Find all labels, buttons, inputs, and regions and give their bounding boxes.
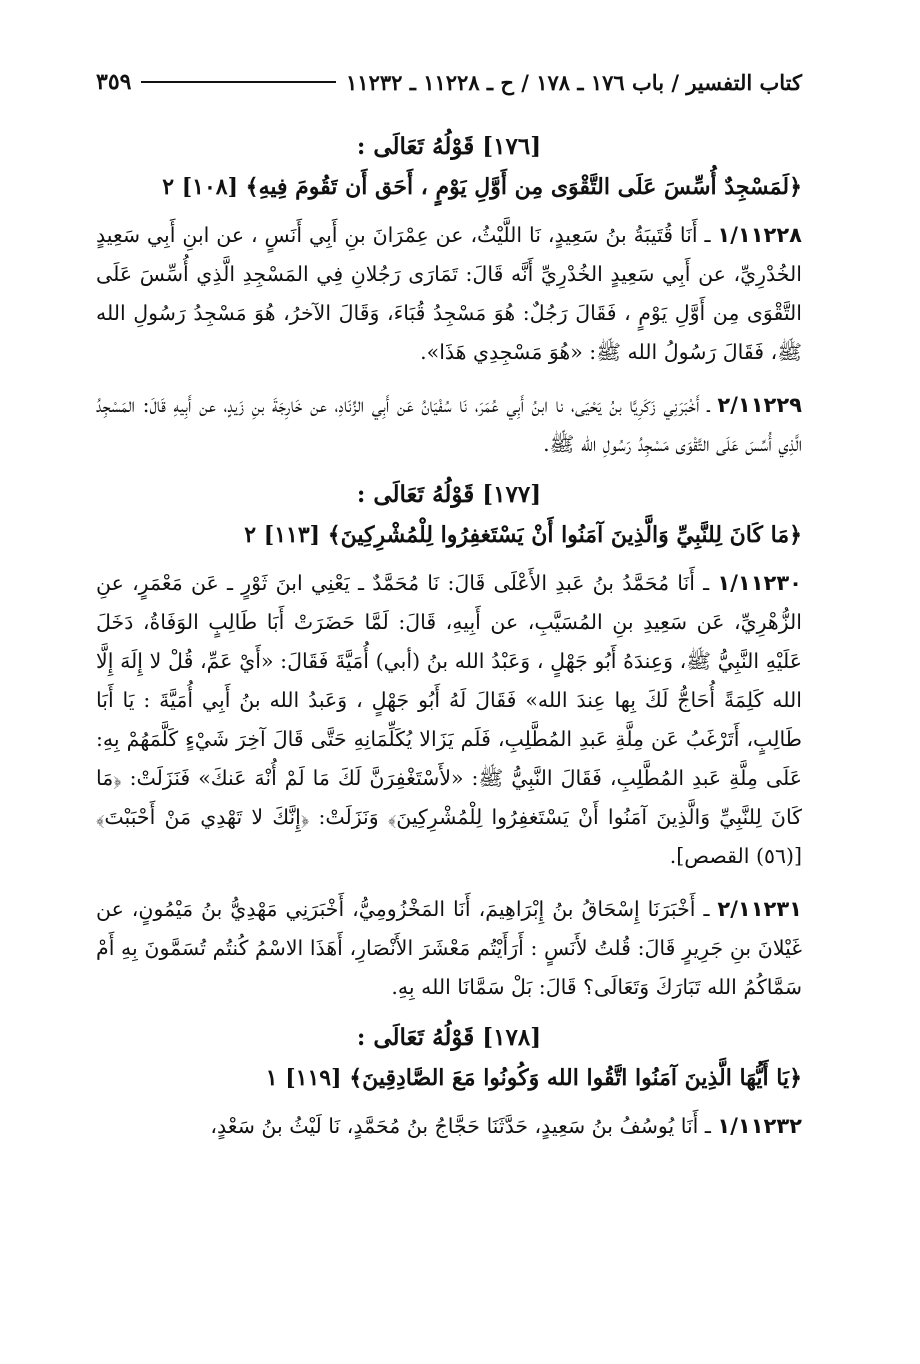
quran-verse: ﴿لَمَسْجِدٌ أُسِّسَ عَلَى التَّقْوَى مِن أَوَّلِ يَوْمٍ ، أَحَق أَن تَقُومَ فِيهِ﴾ [١٠٨] ٢ <box>162 174 802 200</box>
page-number: ٣٥٩ <box>96 69 132 95</box>
hadith-paragraph <box>96 216 802 372</box>
hadith-text: ـ أَنَا يُوسُفُ بنُ سَعِيدٍ، حَدَّثَنَا حَجَّاجُ بنُ مُحَمَّدٍ، نَا لَيْثُ بنُ سَعْدٍ، <box>210 1114 711 1138</box>
running-header <box>96 62 802 102</box>
section-176 <box>96 130 802 464</box>
section-title: [١٧٧] قَوْلُهُ تَعَالَى : <box>356 481 542 508</box>
section-178 <box>96 1021 802 1146</box>
hadith-number: ١/١١٢٢٨ <box>717 223 802 247</box>
hadith-text: ـ أَخْبَرَنَا إِسْحَاقُ بنُ إِبْرَاهِيمَ، أَنَا المَخْزُومِيُّ، أَخْبَرَنِي مَهْدِيُّ بنُ مَيْمُونٍ، عن غَيْلانَ بنِ جَرِيرٍ قَالَ: قُلتُ لأَنَسٍ : أَرَأَيْتُم مَعْشَرَ الأَنْصَارِ، أَهَذَا الاسْمُ كُنتُم تُسَمَّونَ بِهِ أَمْ سَمَّاكُمُ الله تَبَارَكَ وَتَعَالَى؟ قَالَ: بَلْ سَمَّانَا الله بِهِ. <box>96 897 802 999</box>
header-rule <box>141 81 336 83</box>
hadith-number: ١/١١٢٣٢ <box>717 1114 802 1138</box>
hadith-paragraph <box>96 564 802 876</box>
quran-verse: ﴿مَا كَانَ لِلنَّبِيِّ وَالَّذِينَ آمَنُوا أَنْ يَسْتَغفِرُوا لِلْمُشْرِكِينَ﴾ [١١٣] ٢ <box>244 522 802 548</box>
hadith-text: ـ أَنَا مُحَمَّدُ بنُ عَبدِ الأَعْلَى قَالَ: نَا مُحَمَّدٌ ـ يَعْنِي ابنَ ثَوْرٍ ـ عَن مَعْمَرٍ، عنِ الزُّهْرِيِّ، عَن سَعِيدِ بنِ المُسَيَّبِ، عن أَبِيهِ، قَالَ: لَمَّا حَضَرَتْ أَبَا طَالِبٍ الوَفَاةُ، دَخَلَ عَلَيْهِ النَّبِيُّ ﷺ، وَعِندَهُ أَبُو جَهْلٍ ، وَعَبْدُ الله بنُ (أبي) أُمَيَّةَ فَقَالَ: «أَيْ عَمِّ، قُلْ لا إِلَهَ إِلَّا الله كَلِمَةً أُحَاجُّ لَكَ بِها عِندَ الله» فَقَالَ لَهُ أَبُو جَهْلٍ ، وَعَبدُ الله بنُ أَبِي أُمَيَّةَ : يَا أَبَا طَالِبٍ، أَتَرْغَبُ عَن مِلَّةِ عَبدِ المُطَّلِبِ، فَلَم يَزَالا يُكَلِّمَانِهِ حَتَّى قَالَ آخِرَ شَيْءٍ كَلَّمَهُمْ بِهِ: عَلَى مِلَّةِ عَبدِ المُطَّلِبِ، فَقَالَ النَّبِيُّ ﷺ: «لأَسْتَغْفِرَنَّ لَكَ مَا لَمْ أُنْهَ عَنكَ» فَنَزَلَتْ: ﴿مَا كَانَ لِلنَّبِيِّ وَالَّذِينَ آمَنُوا أَنْ يَسْتَغفِرُوا لِلْمُشْرِكِينَ﴾ وَنَزَلَتْ: ﴿إِنَّكَ لا تَهْدِي مَنْ أَحْبَبْتَ﴾ [(٥٦) القصص]. <box>96 571 802 868</box>
hadith-text: ـ أَنَا قُتَيبَةُ بنُ سَعِيدٍ، نَا اللَّيْثُ، عن عِمْرَانَ بنِ أَبِي أَنَسٍ ، عن ابنِ أَبِي سَعِيدٍ الخُدْرِيِّ، عن أَبِي سَعِيدٍ الخُدْرِيِّ أَنَّه قَالَ: تَمَارَى رَجُلانِ فِي المَسْجِدِ الَّذِي أُسِّسَ عَلَى التَّقْوَى مِن أَوَّلِ يَوْمٍ ، فَقَالَ رَجُلٌ: هُوَ مَسْجِدُ قُبَاءَ، وَقَالَ الآخرُ، هُوَ مَسْجِدُ رَسُولِ الله ﷺ، فَقَالَ رَسُولُ الله ﷺ: «هُوَ مَسْجِدِي هَذَا». <box>96 223 802 364</box>
hadith-paragraph <box>96 890 802 1007</box>
quran-verse: ﴿يَا أَيُّهَا الَّذِينَ آمَنُوا اتَّقُوا الله وَكُونُوا مَعَ الصَّادِقِينَ﴾ [١١٩] ١ <box>265 1065 802 1091</box>
hadith-number: ١/١١٢٣٠ <box>717 571 802 595</box>
hadith-text: ـ أَخْبَرَنِي زَكَرِيَّا بنُ يَحْيَى، نا ابنُ أَبِي عُمَرَ، نَا سُفْيَانُ عَن أَبِي الزِّنَادِ، عن خَارِجَةَ بنِ زَيدٍ، عن أَبِيهِ قَالَ: المَسْجِدُ الَّذِي أُسِّسَ عَلَى التَّقْوَى مَسْجِدُ رَسُولِ الله ﷺ. <box>96 393 802 456</box>
header-title: كتاب التفسير / باب ١٧٦ ـ ١٧٨ / ح ـ ١١٢٢٨ ـ ١١٢٣٢ <box>346 69 802 95</box>
hadith-number: ٢/١١٢٢٩ <box>717 393 802 417</box>
hadith-paragraph <box>96 1107 802 1146</box>
section-title: [١٧٦] قَوْلُهُ تَعَالَى : <box>356 133 542 160</box>
hadith-number: ٢/١١٢٣١ <box>717 897 802 921</box>
hadith-paragraph <box>96 386 802 464</box>
section-title: [١٧٨] قَوْلُهُ تَعَالَى : <box>356 1024 542 1051</box>
section-177 <box>96 478 802 1007</box>
